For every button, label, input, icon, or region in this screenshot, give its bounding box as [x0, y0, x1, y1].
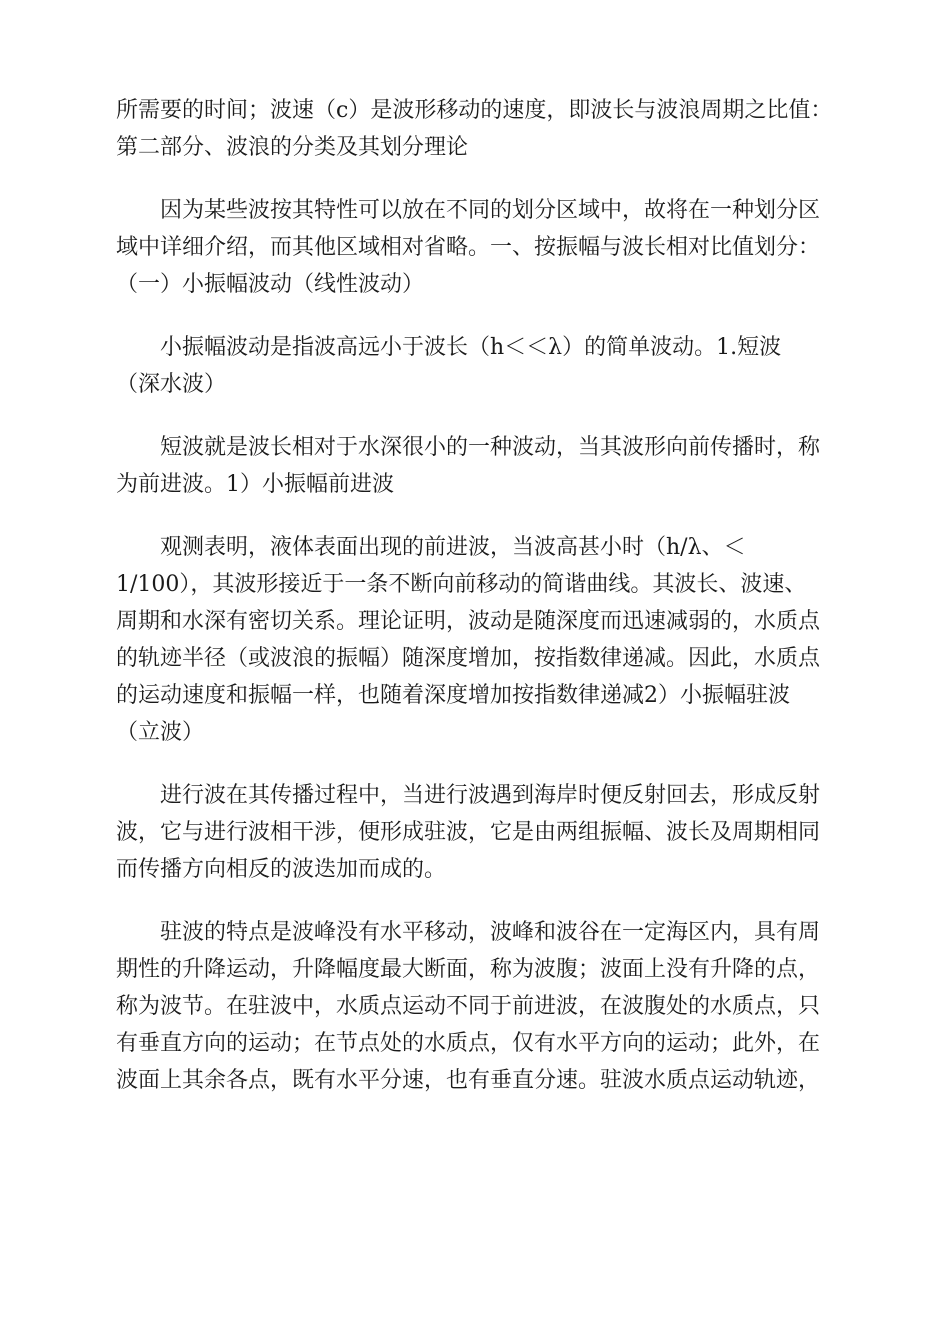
text-line: 的运动速度和振幅一样，也随着深度增加按指数律递减2）小振幅驻波: [116, 683, 790, 708]
text-line: 而传播方向相反的波迭加而成的。: [116, 857, 447, 882]
subsection-heading: （一）小振幅波动（线性波动）: [116, 272, 425, 297]
text-line: 为前进波。1）小振幅前进波: [116, 472, 394, 497]
text-line: 进行波在其传播过程中，当进行波遇到海岸时便反射回去，形成反射: [160, 783, 821, 808]
text-line: 域中详细介绍，而其他区域相对省略。一、按振幅与波长相对比值划分：: [116, 235, 821, 260]
text-line: 所需要的时间；波速（c）是波形移动的速度，即波长与波浪周期之比值：: [116, 98, 833, 123]
text-line: 小振幅波动是指波高远小于波长（h＜＜λ）的简单波动。1.短波: [160, 335, 782, 360]
text-line: （立波）: [116, 720, 205, 745]
paragraph-6: [116, 777, 836, 888]
text-line: 1/100），其波形接近于一条不断向前移动的简谐曲线。其波长、波速、: [116, 572, 807, 597]
text-line: 波面上其余各点，既有水平分速，也有垂直分速。驻波水质点运动轨迹，: [116, 1068, 821, 1093]
text-line: 驻波的特点是波峰没有水平移动，波峰和波谷在一定海区内，具有周: [160, 920, 821, 945]
paragraph-7: [116, 914, 836, 1099]
text-line: 的轨迹半径（或波浪的振幅）随深度增加，按指数律递减。因此，水质点: [116, 646, 821, 671]
paragraph-1: [116, 92, 836, 166]
text-line: 观测表明，液体表面出现的前进波，当波高甚小时（h/λ、＜: [160, 535, 746, 560]
paragraph-4: [116, 429, 836, 503]
text-line: 有垂直方向的运动；在节点处的水质点，仅有水平方向的运动；此外，在: [116, 1031, 821, 1056]
text-line: 波，它与进行波相干涉，便形成驻波，它是由两组振幅、波长及周期相同: [116, 820, 821, 845]
text-line: 短波就是波长相对于水深很小的一种波动，当其波形向前传播时，称: [160, 435, 821, 460]
text-line: 称为波节。在驻波中，水质点运动不同于前进波，在波腹处的水质点，只: [116, 994, 821, 1019]
text-line: 周期和水深有密切关系。理论证明，波动是随深度而迅速减弱的，水质点: [116, 609, 821, 634]
section-heading: 第二部分、波浪的分类及其划分理论: [116, 135, 469, 160]
document-page: [116, 92, 836, 1125]
paragraph-3: [116, 329, 836, 403]
text-line: 期性的升降运动，升降幅度最大断面，称为波腹；波面上没有升降的点，: [116, 957, 821, 982]
paragraph-2: [116, 192, 836, 303]
paragraph-5: [116, 529, 836, 751]
text-line: （深水波）: [116, 372, 227, 397]
text-line: 因为某些波按其特性可以放在不同的划分区域中，故将在一种划分区: [160, 198, 821, 223]
